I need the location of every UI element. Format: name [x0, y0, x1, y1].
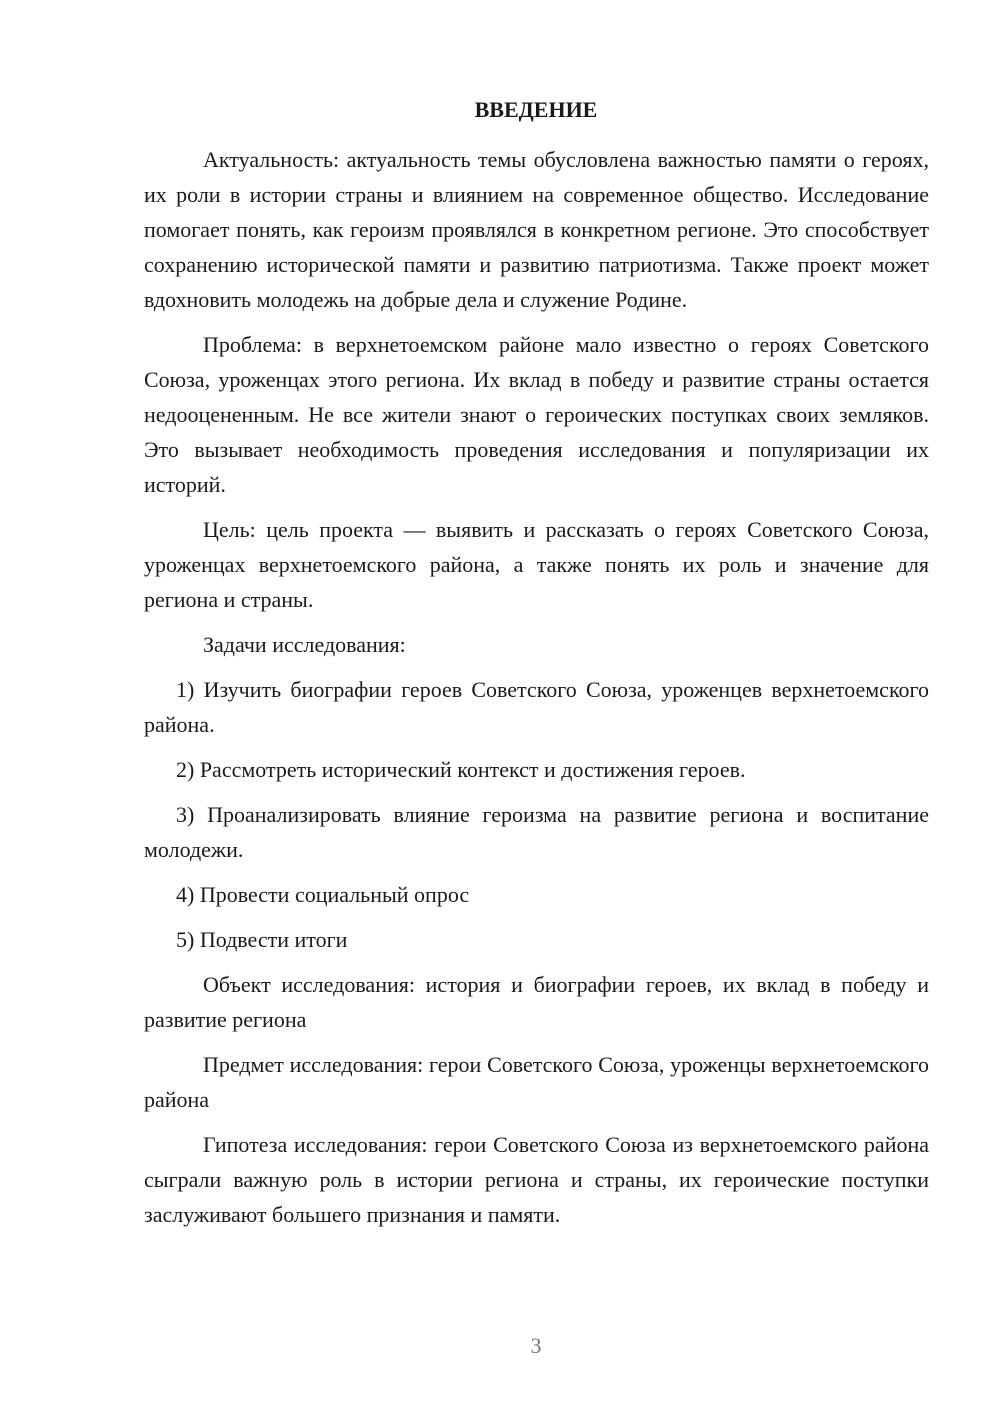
list-item-task-4: 4) Провести социальный опрос [176, 882, 470, 907]
list-item-task-2: 2) Рассмотреть исторический контекст и достижения героев. [176, 757, 746, 782]
list-item-task-5: 5) Подвести итоги [176, 927, 348, 952]
paragraph-goal: Цель: цель проекта — выявить и рассказать о героях Советского Союза, уроженцах верхнетоемского района, а также понять их роль и значение для региона и страны. [144, 517, 929, 612]
paragraph-relevance: Актуальность: актуальность темы обусловлена важностью памяти о героях, их роли в истории страны и влиянием на современное общество. Исследование помогает понять, как героизм проявлялся в конкретном регионе. Это способствует сохранению исторической памяти и развитию патриотизма. Также проект может вдохновить молодежь на добрые дела и служение Родине. [144, 147, 929, 312]
list-item-task-1: 1) Изучить биографии героев Советского Союза, уроженцев верхнетоемского района. [144, 677, 929, 737]
paragraph-tasks-heading: Задачи исследования: [203, 632, 406, 657]
body-text [144, 142, 929, 1242]
paragraph-subject: Предмет исследования: герои Советского Союза, уроженцы верхнетоемского района [144, 1052, 929, 1112]
paragraph-problem: Проблема: в верхнетоемском районе мало известно о героях Советского Союза, уроженцах этого региона. Их вклад в победу и развитие страны остается недооцененным. Не все жители знают о героических поступках своих земляков. Это вызывает необходимость проведения исследования и популяризации их историй. [144, 332, 929, 497]
list-item-task-3: 3) Проанализировать влияние героизма на развитие региона и воспитание молодежи. [144, 802, 929, 862]
paragraph-hypothesis: Гипотеза исследования: герои Советского Союза из верхнетоемского района сыграли важную роль в истории региона и страны, их героические поступки заслуживают большего признания и памяти. [144, 1132, 929, 1227]
paragraph-object: Объект исследования: история и биографии героев, их вклад в победу и развитие региона [144, 972, 929, 1032]
page-title: ВВЕДЕНИЕ [474, 97, 598, 122]
page-number: 3 [530, 1333, 542, 1358]
